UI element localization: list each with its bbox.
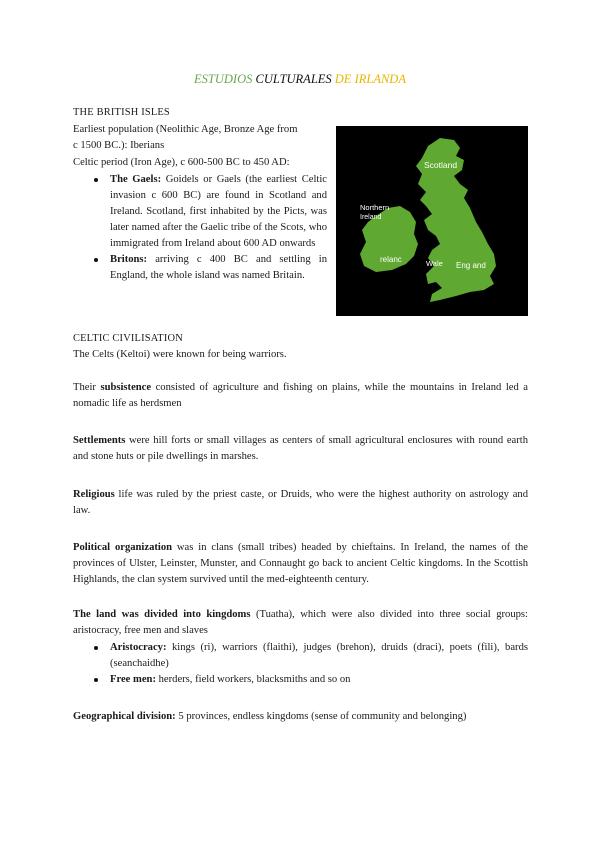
religious-paragraph [73,487,528,519]
bullet-icon [94,178,98,182]
map-label-northern: Northern [360,203,390,212]
bullet-icon [94,258,98,262]
aristocracy-text: kings (ri), warriors (flaithi), judges (brehon), druids (draci), poets (fili), bards (seanchaidhe) [110,642,528,669]
land-paragraph [73,607,528,639]
subsistence-paragraph [73,380,528,412]
subsistence-label: subsistence [100,382,152,393]
celtic-period-line: Celtic period (Iron Age), c 600-500 BC to 450 AD: [73,157,290,168]
land-label: The land was divided into kingdoms [73,609,251,620]
free-men-text: herders, field workers, blacksmiths and so on [155,674,351,685]
list-item-britons [80,252,327,284]
bullet-icon [94,646,98,650]
map-label-scotland: Scotland [424,160,458,170]
earliest-population-line-1: Earliest population (Neolithic Age, Bronze Age from [73,124,298,135]
geographical-paragraph [73,709,528,725]
geographical-text: 5 provinces, endless kingdoms (sense of community and belonging) [175,711,467,722]
political-paragraph [73,540,528,588]
list-item-free-men [80,672,528,688]
gaels-text: Goidels or Gaels (the earliest Celtic invasion c 600 BC) are found in Scotland and Ireland. Scotland, first inhabited by the Picts, was later named after the Gaelic tribe of the Scots, who immigrated from Ireland about 600 AD onwards [110,174,327,249]
settlements-label: Settlements [73,435,126,446]
subsistence-text: consisted of agriculture and fishing on plains, while the mountains in Ireland led a nomadic life as herdsmen [73,382,529,409]
social-groups-list [80,640,528,688]
political-label: Political organization [73,542,173,553]
celtic-heading: CELTIC CIVILISATION [73,333,183,344]
british-isles-list [80,172,327,284]
land-text: (Tuatha), which were also divided into three social groups: aristocracy, free men and slaves [73,609,528,636]
geographical-label: Geographical division: [73,711,176,722]
title-part-irlanda: DE IRLANDA [331,72,406,86]
map-label-wales: Wale [426,259,443,268]
british-isles-heading: THE BRITISH ISLES [73,107,170,118]
religious-label: Religious [73,489,115,500]
gaels-label: The Gaels: [110,174,162,185]
document-title [0,72,600,87]
map-label-england: Eng and [456,261,486,270]
celtic-intro: The Celts (Keltoi) were known for being warriors. [73,349,287,360]
settlements-text: were hill forts or small villages as centers of small agricultural enclosures with round earth and stone huts or pile dwellings in marshes. [73,435,528,462]
list-item-gaels [80,172,327,252]
british-isles-map [336,126,528,316]
title-part-culturales: CULTURALES [255,72,332,86]
britons-text: arriving c 400 BC and settling in England, the whole island was named Britain. [110,254,327,281]
britons-label: Britons: [110,254,148,265]
settlements-paragraph [73,433,528,465]
map-label-ireland-north: Ireland [360,214,382,221]
subsistence-prefix: Their [73,382,101,393]
religious-text: life was ruled by the priest caste, or Druids, who were the highest authority on astrology and law. [73,489,528,516]
political-text: was in clans (small tribes) headed by chieftains. In Ireland, the names of the provinces of Ulster, Leinster, Munster, and Connaught go back to ancient Celtic kingdoms. In the Scottish Highlands, the clan system survived until the med-eighteenth century. [73,542,528,585]
aristocracy-label: Aristocracy: [110,642,167,653]
map-label-ireland: relanc [380,255,402,264]
list-item-aristocracy [80,640,528,672]
title-part-estudios: ESTUDIOS [194,72,256,86]
free-men-label: Free men: [110,674,156,685]
bullet-icon [94,678,98,682]
earliest-population-line-2: c 1500 BC.): Iberians [73,140,165,151]
